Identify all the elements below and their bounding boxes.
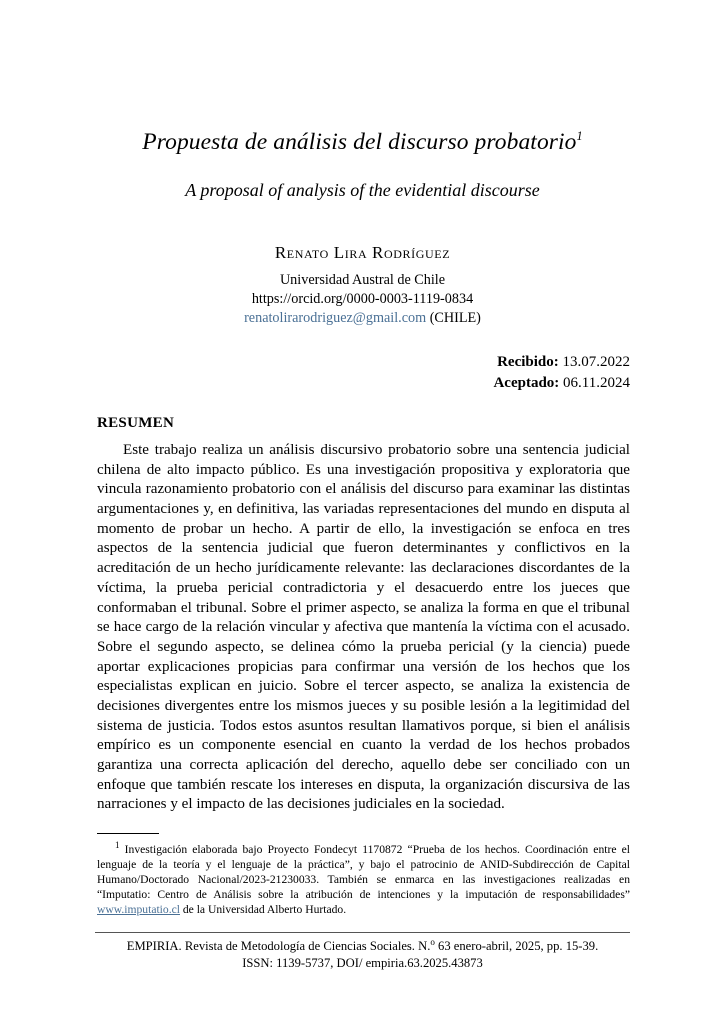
title-text: Propuesta de análisis del discurso probatorio (142, 129, 577, 155)
accepted-label: Aceptado: (493, 375, 560, 392)
footer-journal-text-b: 63 enero-abril, 2025, pp. 15-39. (434, 939, 599, 953)
page-subtitle: A proposal of analysis of the evidential discourse (185, 179, 540, 200)
footnote-text-before-link: Investigación elaborada bajo Proyecto Fondecyt 1170872 “Prueba de los hechos. Coordinación entre el lenguaje de la teoría y el lenguaje de la práctica”, y bajo el patrocinio de ANID-Subdirección de Capital Humano/Doctorado Nacional/2023-21230033. También se enmarca en las investigaciones realizadas en “Imputatio: Centro de Análisis sobre la atribución de intenciones y la imputación de responsabilidades” (97, 843, 630, 902)
received-date-row (493, 352, 630, 373)
author-contact-line (95, 309, 630, 328)
author-country: (CHILE) (429, 309, 481, 326)
footnote-separator-rule (97, 833, 159, 834)
author-email-link[interactable]: renatolirarodriguez@gmail.com (244, 309, 427, 326)
footer-issn-doi-line: ISSN: 1139-5737, DOI/ empiria.63.2025.43873 (242, 955, 483, 970)
footnote-text (97, 842, 630, 917)
page-footer (95, 938, 630, 971)
footnote-text-after-link: de la Universidad Alberto Hurtado. (179, 903, 347, 917)
title-footnote-marker: 1 (576, 129, 583, 144)
abstract-heading: RESUMEN (97, 415, 175, 431)
page-title (95, 128, 630, 157)
publication-dates (493, 352, 630, 395)
footer-journal-line (95, 938, 630, 955)
author-affiliation: Universidad Austral de Chile (279, 272, 446, 289)
received-value: 13.07.2022 (562, 354, 630, 370)
accepted-date-row (493, 373, 630, 394)
author-block (95, 242, 630, 327)
footer-separator-rule (95, 932, 630, 933)
accepted-value: 06.11.2024 (563, 375, 630, 392)
footnote-imputatio-link[interactable]: www.imputatio.cl (97, 903, 180, 917)
abstract-body: Este trabajo realiza un análisis discursivo probatorio sobre una sentencia judicial chilena de alto impacto público. Es una investigación propositiva y exploratoria que vincula razonamiento probatorio con el análisis del discurso para examinar las distintas argumentaciones y, en definitiva, las variadas representaciones del mundo en disputa al momento de probar un hecho. A partir de ello, la investigación se enfoca en tres aspectos de la sentencia judicial que fueron determinantes y conflictivos en la acreditación de un hecho jurídicamente relevante: las declaraciones discordantes de la víctima, la prueba pericial contradictoria y el desacuerdo entre los jueces que conformaban el tribunal. Sobre el primer aspecto, se analiza la forma en que el tribunal se hace cargo de la relación vincular y afectiva que mantenía la víctima con el acusado. Sobre el segundo aspecto, se delinea cómo la prueba pericial (y la ciencia) puede aportar explicaciones propicias para confirmar una versión de los hechos que los especialistas explican en juicio. Sobre el tercer aspecto, se analiza la existencia de decisiones divergentes entre los mismos jueces y su posible lesión a la legitimidad del sistema de justicia. Todos estos asuntos resultan llamativos porque, si bien el análisis empírico es un componente esencial en cuanto la verdad de los hechos probados garantiza una correcta aplicación del derecho, aquello debe ser conciliado con un enfoque que también rescate los intereses en disputa, la organización discursiva de las narraciones y el impacto de las decisiones judiciales en la sociedad. (97, 442, 630, 813)
received-label: Recibido: (497, 354, 559, 370)
title-block (95, 128, 630, 201)
footnote-marker: 1 (115, 840, 120, 851)
footer-journal-text-a: EMPIRIA. Revista de Metodología de Ciencias Sociales. N. (126, 939, 431, 953)
footer-numero-superscript: o (430, 936, 435, 947)
author-orcid-url[interactable]: https://orcid.org/0000-0003-1119-0834 (251, 290, 474, 307)
author-name: Renato Lira Rodríguez (274, 243, 451, 262)
